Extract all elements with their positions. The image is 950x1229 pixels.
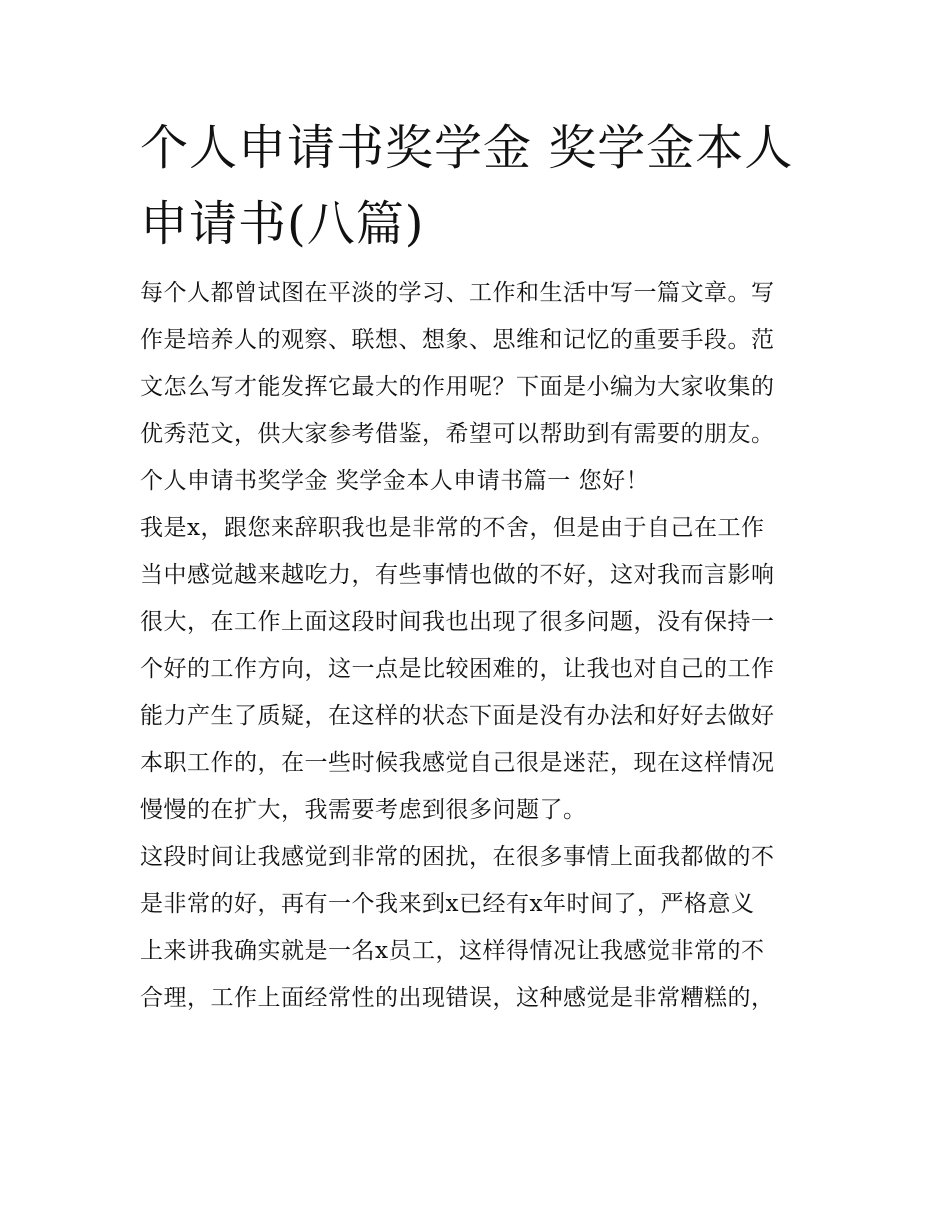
text-line: 上来讲我确实就是一名x员工，这样得情况让我感觉非常的不 bbox=[140, 938, 765, 964]
text-line: 个好的工作方向，这一点是比较困难的，让我也对自己的工作 bbox=[140, 656, 775, 682]
intro-paragraph bbox=[140, 270, 812, 458]
document-content bbox=[140, 110, 812, 1022]
document-title bbox=[140, 110, 812, 262]
text-line: 当中感觉越来越吃力，有些事情也做的不好，这对我而言影响 bbox=[140, 562, 775, 588]
text-line: 是非常的好，再有一个我来到x已经有x年时间了，严格意义 bbox=[140, 891, 755, 917]
text-line: 慢慢的在扩大，我需要考虑到很多问题了。 bbox=[140, 797, 587, 823]
text-line: 文怎么写才能发挥它最大的作用呢？下面是小编为大家收集的 bbox=[140, 374, 775, 400]
body-paragraph bbox=[140, 834, 812, 1022]
text-line: 每个人都曾试图在平淡的学习、工作和生活中写一篇文章。写 bbox=[140, 280, 775, 306]
body-paragraph bbox=[140, 505, 812, 834]
text-line: 优秀范文，供大家参考借鉴，希望可以帮助到有需要的朋友。 bbox=[140, 421, 775, 447]
section-heading-paragraph bbox=[140, 458, 812, 505]
text-line: 个人申请书奖学金 奖学金本人申请书篇一 您好！ bbox=[140, 468, 650, 494]
text-line: 合理，工作上面经常性的出现错误，这种感觉是非常糟糕的， bbox=[140, 985, 775, 1011]
text-line: 很大，在工作上面这段时间我也出现了很多问题，没有保持一 bbox=[140, 609, 775, 635]
text-line: 我是x，跟您来辞职我也是非常的不舍，但是由于自己在工作 bbox=[140, 515, 765, 541]
text-line: 这段时间让我感觉到非常的困扰，在很多事情上面我都做的不 bbox=[140, 844, 775, 870]
text-line: 能力产生了质疑，在这样的状态下面是没有办法和好好去做好 bbox=[140, 703, 775, 729]
text-line: 作是培养人的观察、联想、想象、思维和记忆的重要手段。范 bbox=[140, 327, 775, 353]
title-line: 申请书(八篇) bbox=[140, 196, 425, 252]
title-line: 个人申请书奖学金 奖学金本人 bbox=[140, 120, 794, 176]
text-line: 本职工作的，在一些时候我感觉自己很是迷茫，现在这样情况 bbox=[140, 750, 775, 776]
